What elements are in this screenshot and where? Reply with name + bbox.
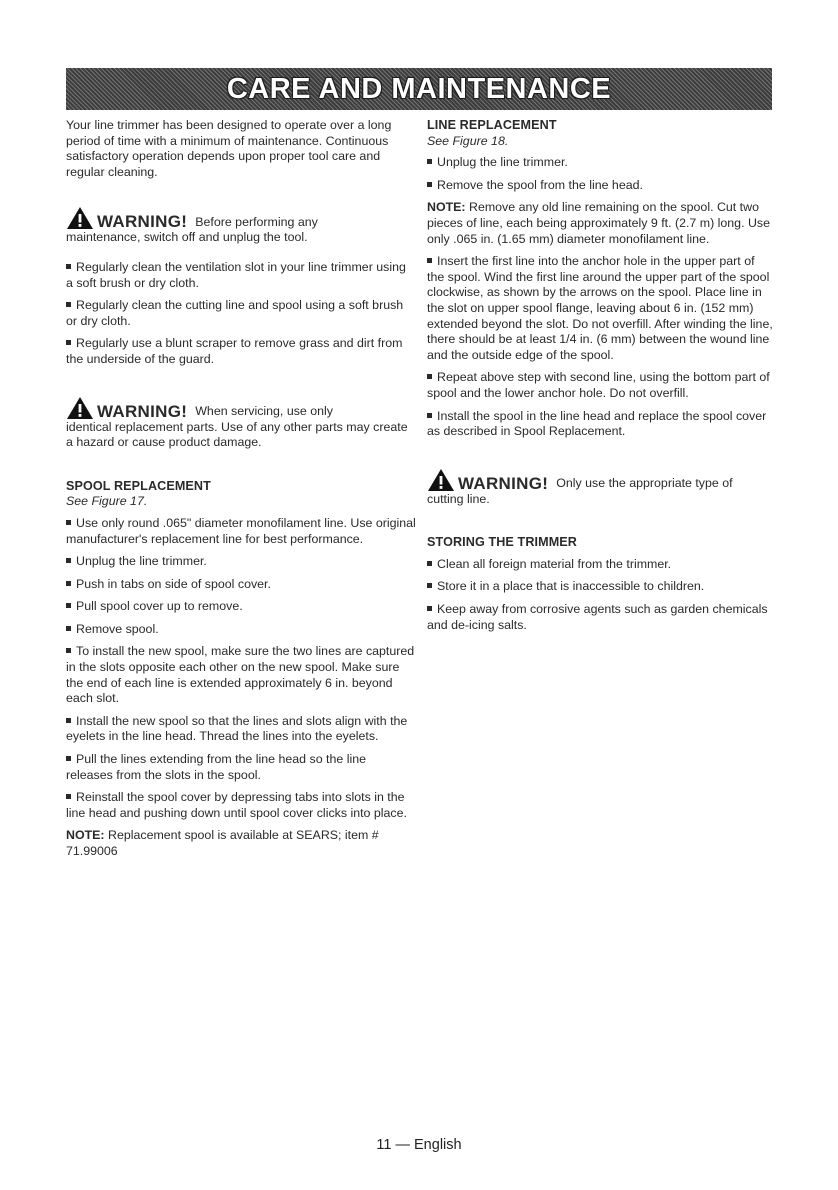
figure-reference: See Figure 18. [427,133,509,148]
page-footer: 11 — English [376,1137,462,1153]
warning-cutting-line [427,468,773,508]
bullet-icon [427,182,432,187]
bullet-icon [66,264,71,269]
list-item: Use only round .065" diameter monofilament line. Use original manufacturer's replacement line for best performance. [66,515,416,546]
list-item: Clean all foreign material from the trimmer. [427,557,773,573]
bullet-icon [427,583,432,588]
list-item: Remove the spool from the line head. [427,178,773,194]
warning-servicing [66,396,416,451]
list-item: Insert the first line into the anchor hole in the upper part of the spool. Wind the first line around the upper part of the spool clockwise, as shown by the arrows on the spool. Place line in the slot on upper spool flange, leaving about 6 in. (152 mm) extended beyond the slot. Do not overfill. After winding the line, there should be at least 1/4 in. (6 mm) between the wound line and the outside edge of the spool. [427,254,773,362]
bullet-icon [66,603,71,608]
list-item: Regularly use a blunt scraper to remove grass and dirt from the underside of the guard. [66,336,403,366]
bullet-icon [66,558,71,563]
figure-reference: See Figure 17. [66,494,148,509]
warning-text: Only use the appropriate type of [556,476,733,491]
list-item: To install the new spool, make sure the two lines are captured in the slots opposite each other on the new spool. Make sure the end of each line is extended approximately 6 in. beyond each slot. [66,644,415,706]
warning-triangle-icon [427,468,455,492]
intro-paragraph: Your line trimmer has been designed to operate over a long period of time with a minimum of maintenance. Continuous satisfactory operation depends upon proper tool care and regular cleaning. [66,118,392,179]
note-paragraph [66,828,416,859]
bullet-icon [66,520,71,525]
warning-maintenance [66,206,416,246]
bullet-icon [66,340,71,345]
note-paragraph [427,200,773,247]
section-banner [66,68,772,110]
warning-label: WARNING! [97,401,188,421]
list-item: Unplug the line trimmer. [427,155,773,171]
warning-triangle-icon [66,396,94,420]
bullet-icon [66,581,71,586]
bullet-icon [66,756,71,761]
spool-replacement-heading: SPOOL REPLACEMENT [66,478,211,493]
line-replacement-heading: LINE REPLACEMENT [427,118,557,132]
warning-label: WARNING! [458,473,549,493]
warning-text: Before performing any [195,214,318,229]
note-text: Remove any old line remaining on the spool. Cut two pieces of line, each being approximately 9 ft. (2.7 m) long. Use only .065 in. (1.65 mm) diameter monofilament line. [427,200,770,246]
list-item: Repeat above step with second line, using the bottom part of spool and the lower anchor hole. Do not overfill. [427,370,770,400]
warning-text-cont: cutting line. [427,491,490,506]
storing-heading: STORING THE TRIMMER [427,535,577,550]
list-item: Pull the lines extending from the line head so the line releases from the slots in the spool. [66,752,366,782]
list-item: Install the new spool so that the lines and slots align with the eyelets in the line head. Thread the lines into the eyelets. [66,713,408,744]
bullet-icon [66,794,71,799]
bullet-icon [427,159,432,164]
bullet-icon [427,561,432,566]
bullet-icon [427,258,432,263]
list-item: Push in tabs on side of spool cover. [66,577,416,593]
note-label: NOTE: [66,828,105,843]
warning-label: WARNING! [97,212,188,232]
bullet-icon [66,648,71,653]
bullet-icon [427,413,432,418]
bullet-icon [66,718,71,723]
list-item: Pull spool cover up to remove. [66,599,416,615]
warning-triangle-icon [66,206,94,230]
page-title: CARE AND MAINTENANCE [226,72,612,105]
bullet-icon [66,626,71,631]
list-item: Store it in a place that is inaccessible to children. [427,579,773,595]
list-item: Reinstall the spool cover by depressing tabs into slots in the line head and pushing down until spool cover clicks into place. [66,790,407,820]
bullet-icon [427,606,432,611]
right-column [427,118,773,640]
warning-text-cont: identical replacement parts. Use of any other parts may create a hazard or cause product damage. [66,419,408,450]
list-item: Keep away from corrosive agents such as garden chemicals and de-icing salts. [427,602,768,632]
list-item: Regularly clean the ventilation slot in your line trimmer using a soft brush or dry cloth. [66,259,406,290]
list-item: Regularly clean the cutting line and spool using a soft brush or dry cloth. [66,298,404,328]
bullet-icon [427,374,432,379]
warning-text-cont: maintenance, switch off and unplug the tool. [66,230,308,245]
warning-text: When servicing, use only [195,403,333,418]
list-item: Unplug the line trimmer. [66,554,416,570]
list-item: Install the spool in the line head and replace the spool cover as described in Spool Replacement. [427,408,767,439]
left-column [66,118,416,867]
bullet-icon [66,302,71,307]
note-label: NOTE: [427,200,466,215]
note-text: Replacement spool is available at SEARS; item # 71.99006 [66,828,379,858]
list-item: Remove spool. [66,622,416,638]
